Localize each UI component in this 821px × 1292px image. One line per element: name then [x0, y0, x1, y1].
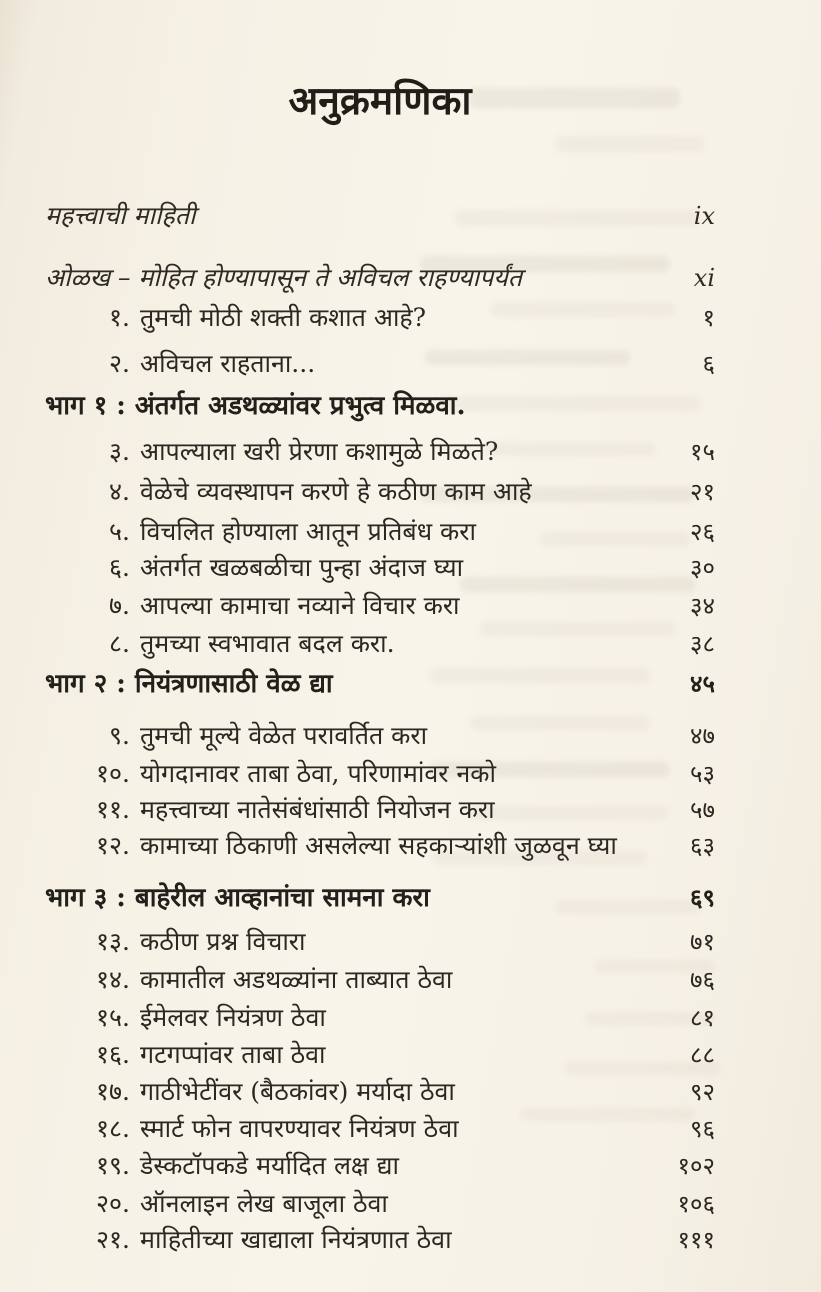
- chapter-number: ६.: [109, 553, 130, 582]
- chapter-title: वेळेचे व्यवस्थापन करणे हे कठीण काम आहे: [140, 477, 532, 506]
- page-number: ७६: [690, 966, 715, 994]
- page-number: ५७: [690, 796, 715, 824]
- toc-chapter-row: [45, 434, 715, 470]
- page-number: १५: [690, 438, 715, 466]
- chapter-title: तुमच्या स्वभावात बदल करा.: [140, 629, 395, 658]
- toc-chapter-row: [45, 828, 715, 864]
- chapter-number: २०.: [96, 1189, 130, 1218]
- page-number: ३८: [690, 630, 715, 658]
- chapter-title: आपल्याला खरी प्रेरणा कशामुळे मिळते?: [140, 437, 499, 466]
- page-number: ३०: [690, 554, 715, 582]
- chapter-number: ९.: [109, 721, 130, 750]
- page-number: १०६: [677, 1190, 715, 1218]
- chapter-title: डेस्कटॉपकडे मर्यादित लक्ष द्या: [140, 1151, 400, 1180]
- toc-chapter-row: [45, 588, 715, 624]
- chapter-number: १०.: [96, 759, 130, 788]
- toc-chapter-row: [45, 1148, 715, 1184]
- chapter-number: १८.: [96, 1114, 130, 1143]
- chapter-number: १६.: [96, 1040, 130, 1069]
- page-number: ८१: [690, 1004, 715, 1032]
- toc-content: [45, 0, 715, 1258]
- chapter-title: स्मार्ट फोन वापरण्यावर नियंत्रण ठेवा: [140, 1114, 459, 1143]
- toc-chapter-row: [45, 1037, 715, 1073]
- page-number: १०२: [677, 1152, 715, 1180]
- chapter-number: २१.: [96, 1225, 130, 1254]
- toc-chapter-row: [45, 962, 715, 998]
- page-number: २१: [690, 478, 715, 506]
- chapter-title: कामाच्या ठिकाणी असलेल्या सहकाऱ्यांशी जुळवून घ्या: [140, 831, 617, 860]
- chapter-title: अविचल राहताना...: [140, 349, 316, 378]
- chapter-title: अंतर्गत खळबळीचा पुन्हा अंदाज घ्या: [140, 553, 464, 582]
- toc-part-row: [45, 880, 715, 916]
- chapter-title: कठीण प्रश्न विचारा: [140, 927, 306, 956]
- chapter-number: ३.: [109, 437, 130, 466]
- chapter-number: १४.: [96, 965, 130, 994]
- chapter-title: ऑनलाइन लेख बाजूला ठेवा: [140, 1189, 388, 1218]
- chapter-number: १७.: [96, 1077, 130, 1106]
- page-number: ४५: [690, 669, 715, 698]
- toc-chapter-row: [45, 514, 715, 550]
- toc-chapter-row: [45, 474, 715, 510]
- toc-chapter-row: [45, 1074, 715, 1110]
- page-number: १११: [677, 1226, 715, 1254]
- toc-chapter-row: [45, 346, 715, 382]
- chapter-title: माहितीच्या खाद्याला नियंत्रणात ठेवा: [140, 1225, 452, 1254]
- chapter-number: १९.: [96, 1151, 130, 1180]
- page-number: ९६: [690, 1115, 715, 1143]
- chapter-title: तुमची मूल्ये वेळेत परावर्तित करा: [140, 721, 428, 750]
- toc-chapter-row: [45, 924, 715, 960]
- page-number: ६: [702, 350, 715, 378]
- toc-chapter-row: [45, 626, 715, 662]
- page-title: अनुक्रमणिका: [288, 78, 472, 124]
- chapter-number: ७.: [109, 591, 130, 620]
- toc-chapter-row: [45, 756, 715, 792]
- page-number: १: [702, 304, 715, 332]
- chapter-title: कामातील अडथळ्यांना ताब्यात ठेवा: [140, 965, 453, 994]
- chapter-number: १३.: [96, 927, 130, 956]
- chapter-number: १२.: [96, 831, 130, 860]
- chapter-number: ४.: [109, 477, 130, 506]
- toc-front-row: [45, 198, 715, 234]
- chapter-number: १५.: [96, 1003, 130, 1032]
- toc-part-row: [45, 666, 715, 702]
- page-number: ix: [693, 202, 715, 230]
- toc-chapter-row: [45, 1186, 715, 1222]
- page-number: ६३: [690, 832, 715, 860]
- toc-chapter-row: [45, 792, 715, 828]
- page-number: xi: [693, 264, 715, 292]
- chapter-title: गटगप्पांवर ताबा ठेवा: [140, 1040, 326, 1069]
- toc-chapter-row: [45, 550, 715, 586]
- toc-chapter-row: [45, 1000, 715, 1036]
- part-title: भाग १ : अंतर्गत अडथळ्यांवर प्रभुत्व मिळवा.: [45, 391, 466, 421]
- toc-chapter-row: [45, 1111, 715, 1147]
- chapter-title: आपल्या कामाचा नव्याने विचार करा: [140, 591, 460, 620]
- chapter-title: विचलित होण्याला आतून प्रतिबंध करा: [140, 517, 476, 546]
- chapter-title: महत्त्वाच्या नातेसंबंधांसाठी नियोजन करा: [140, 795, 495, 824]
- page-number: ९२: [690, 1078, 715, 1106]
- toc-chapter-row: [45, 300, 715, 336]
- chapter-number: १.: [109, 303, 130, 332]
- page-number: ४७: [690, 722, 715, 750]
- part-title: भाग ३ : बाहेरील आव्हानांचा सामना करा: [45, 883, 430, 913]
- toc-chapter-row: [45, 718, 715, 754]
- front-matter-title: महत्त्वाची माहिती: [45, 201, 196, 230]
- chapter-number: ११.: [96, 795, 130, 824]
- part-title: भाग २ : नियंत्रणासाठी वेळ द्या: [45, 669, 333, 699]
- page-number: ८८: [690, 1041, 715, 1069]
- chapter-title: ईमेलवर नियंत्रण ठेवा: [140, 1003, 326, 1032]
- page-number: २६: [690, 518, 715, 546]
- chapter-title: योगदानावर ताबा ठेवा, परिणामांवर नको: [140, 759, 496, 788]
- toc-chapter-row: [45, 1222, 715, 1258]
- toc-front-row: [45, 260, 715, 296]
- chapter-number: २.: [109, 349, 130, 378]
- chapter-number: ८.: [109, 629, 130, 658]
- page-number: ३४: [690, 592, 715, 620]
- page-number: ५३: [690, 760, 715, 788]
- front-matter-title: ओळख – मोहित होण्यापासून ते अविचल राहण्यापर्यंत: [45, 263, 523, 292]
- page-number: ६९: [690, 883, 715, 912]
- chapter-title: गाठीभेटींवर (बैठकांवर) मर्यादा ठेवा: [140, 1077, 455, 1106]
- page-number: ७१: [690, 928, 715, 956]
- chapter-number: ५.: [109, 517, 130, 546]
- chapter-title: तुमची मोठी शक्ती कशात आहे?: [140, 303, 427, 332]
- toc-part-row: [45, 388, 715, 424]
